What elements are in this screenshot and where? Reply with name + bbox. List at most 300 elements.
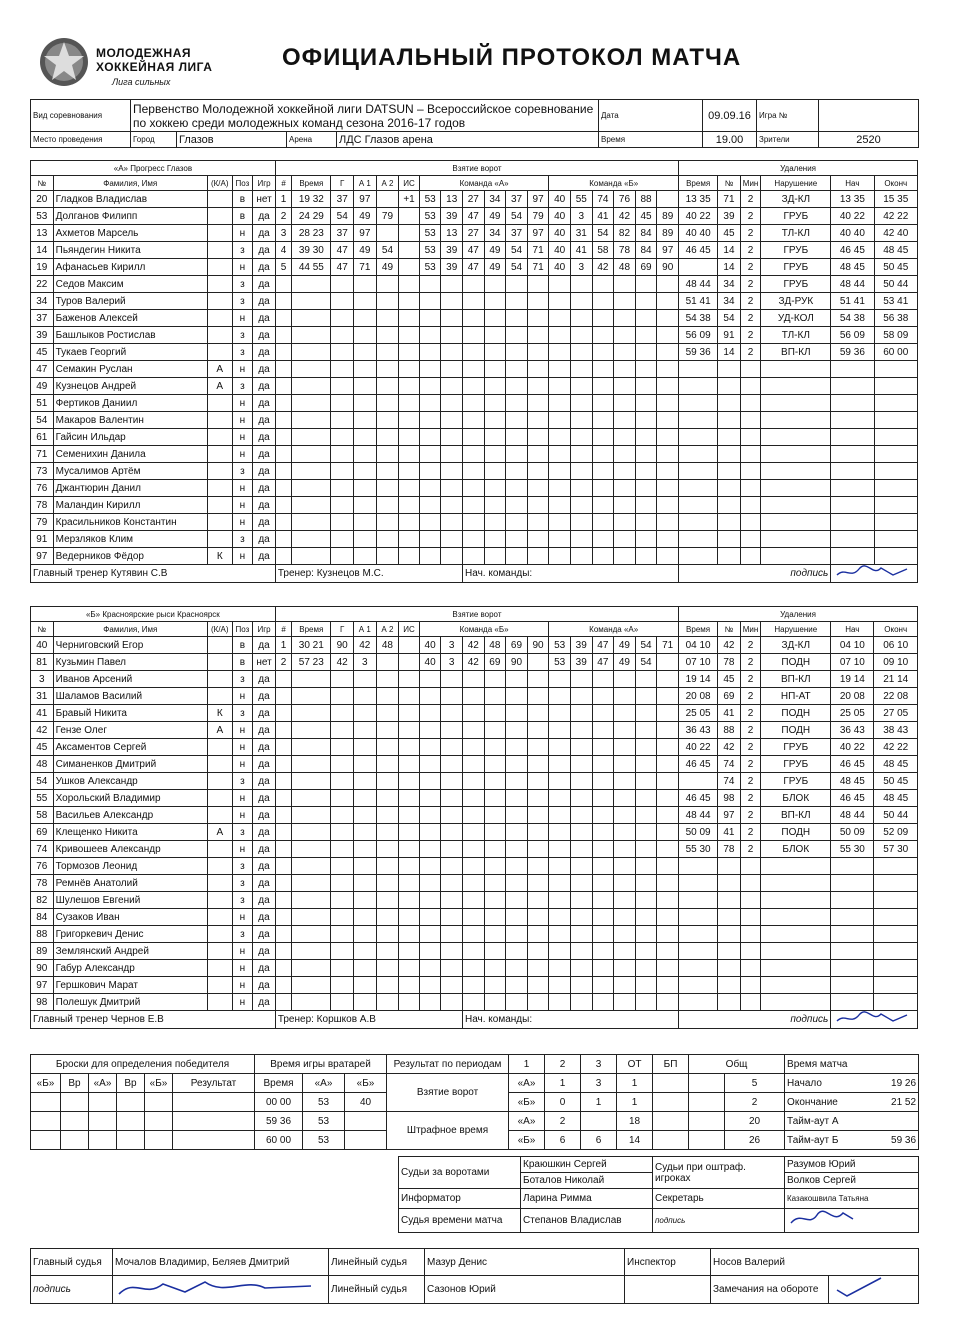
roster-played: да [253,790,276,807]
col-pen_min: Мин [740,176,761,191]
penalty-infr: ВП-КЛ [761,807,831,824]
goal-n: 2 [275,654,291,671]
goal-t [292,327,331,344]
roster-num: 81 [31,654,54,671]
signature-label: подпись [679,1011,831,1029]
goal-opp-player [614,531,636,548]
penalty-infr: НП-АТ [761,688,831,705]
game-label: Игра № [757,100,819,132]
penalty-infr [761,463,831,480]
goal-opp-player [570,909,592,926]
col-ka: (К/А) [207,622,232,637]
roster-num: 98 [31,994,54,1011]
signature-scribble-icon [787,1209,857,1227]
goal-opp-player [657,671,679,688]
penalty-s [831,361,874,378]
goal-opp-player [592,688,614,705]
penalty-min [740,361,761,378]
penalty-infr: ВП-КЛ [761,344,831,361]
goal-opp-player [570,463,592,480]
penalty-e: 21 14 [874,671,918,688]
goal-opp-player [614,378,636,395]
penalty-s: 40 22 [831,208,874,225]
goal-opp-player [549,790,571,807]
gk-col: Время [255,1074,303,1093]
penalty-infr: ЗД-РУК [761,293,831,310]
roster-name: Тукаев Георгий [53,344,207,361]
goal-n [275,909,291,926]
goal-a1 [353,943,376,960]
roster-played: да [253,429,276,446]
penalty-t [679,378,718,395]
roster-pos: з [232,378,253,395]
penalty-s [831,463,874,480]
goal-opp-player [635,497,657,514]
spectators-label: Зрители [757,132,819,148]
roster-ka [207,637,232,654]
goal-t [292,446,331,463]
goal-is [399,824,420,841]
goal-own-player: 39 [441,259,463,276]
goal-opp-player [657,960,679,977]
table-row [31,361,918,378]
goal-own-player [419,943,441,960]
end-label: Окончание [787,1096,838,1108]
goal-opp-player [614,841,636,858]
goal-own-player: 47 [463,208,485,225]
pim-b-total: 26 [725,1131,785,1150]
roster-num: 53 [31,208,54,225]
goal-opp-player [549,361,571,378]
goal-opp-player [614,548,636,565]
goal-own-player [419,994,441,1011]
goal-opp-player [635,531,657,548]
penalty-t [679,548,718,565]
goal-opp-player [570,395,592,412]
roster-ka [207,773,232,790]
goal-a1: 49 [354,208,377,225]
goal-opp-player [570,722,592,739]
penalty-min [740,892,761,909]
goal-own-player [484,960,506,977]
penalty-s: 40 40 [831,225,874,242]
goal-a1: 97 [354,191,377,208]
goal-opp-player [614,310,636,327]
goal-own-player [527,807,549,824]
head-coach: Главный тренер Чернов Е.В [31,1011,276,1029]
goal-opp-player [614,327,636,344]
goal-g [331,756,354,773]
table-row [31,514,918,531]
penalty-section-title: Удаления [679,161,918,176]
goal-opp-player [592,293,614,310]
roster-name: Долганов Филипп [53,208,207,225]
roster-num: 69 [31,824,54,841]
goal-a1 [353,671,376,688]
goal-opp-player [549,909,571,926]
goal-is [399,722,420,739]
period-col: 1 [509,1055,545,1074]
goal-a1 [353,773,376,790]
penalty-min [740,497,761,514]
goal-opp-player: 47 [592,654,614,671]
goal-opp-player [549,756,571,773]
goal-t [292,977,331,994]
penalty-s [831,378,874,395]
goal-n [275,446,291,463]
penalty-infr: ВП-КЛ [761,671,831,688]
team-title: «Б» Красноярские рыси Красноярск [31,607,276,622]
roster-played: да [253,943,276,960]
roster-name: Афанасьев Кирилл [53,259,207,276]
penalty-t [679,531,718,548]
gk-a: 53 [303,1093,345,1112]
penalty-num [718,858,741,875]
goal-opp-player [549,773,571,790]
goal-is [399,293,420,310]
goal-opp-player [657,705,679,722]
goal-own-player [462,824,484,841]
roster-name: Мерзляков Клим [53,531,207,548]
secretary-value: Казакошвила Татьяна [785,1189,919,1209]
roster-played: да [253,977,276,994]
goal-a1 [354,514,377,531]
roster-played: да [253,671,276,688]
goal-own-player [419,841,441,858]
table-row [31,960,918,977]
goal-opp-player [657,756,679,773]
goal-own-player: 3 [441,637,463,654]
penalty-t: 04 10 [679,637,718,654]
goal-own-player [462,892,484,909]
roster-pos: н [232,446,253,463]
goal-opp-player [657,395,679,412]
roster-pos: з [232,926,253,943]
goal-t: 57 23 [292,654,331,671]
goal-a2 [376,841,399,858]
goal-g [331,977,354,994]
penalty-e [874,395,918,412]
roster-num: 42 [31,722,54,739]
penalty-s: 46 45 [831,756,874,773]
goal-opp-player [592,705,614,722]
roster-pos: з [232,293,253,310]
goal-own-player [419,773,441,790]
team-chief: Нач. команды: [462,1011,678,1029]
timeout-b [785,1131,919,1150]
goal-opp-player [592,824,614,841]
goal-own-player [527,327,549,344]
goal-own-player [463,463,485,480]
goal-a2 [376,548,399,565]
goal-opp-player [592,531,614,548]
roster-played: да [253,926,276,943]
timeout-a [785,1112,919,1131]
goal-a1 [354,395,377,412]
goal-own-player [527,994,549,1011]
penalty-e [874,926,918,943]
goal-own-player [419,344,441,361]
goal-opp-player [657,841,679,858]
goal-opp-player [635,395,657,412]
goal-own-player [462,722,484,739]
goal-own-player: 39 [441,208,463,225]
roster-name: Башлыков Ростислав [53,327,207,344]
penalty-min: 2 [740,756,761,773]
table-row [31,773,918,790]
goal-a1 [354,548,377,565]
goal-n [275,361,291,378]
goal-own-player [527,293,549,310]
pim-a-ot [653,1112,689,1131]
gk-a: 53 [303,1112,345,1131]
pim-b-p1: 6 [545,1131,581,1150]
goal-own-player [484,773,506,790]
goal-g [331,514,354,531]
penalty-t [679,858,718,875]
goal-opp-player [592,412,614,429]
goal-opp-player: 39 [570,654,592,671]
goal-g: 90 [331,637,354,654]
penalty-s [831,943,874,960]
goal-own-player [419,688,441,705]
penalty-min: 2 [740,841,761,858]
penalty-num [718,909,741,926]
goal-own-player: 54 [506,208,528,225]
penalty-num: 78 [718,841,741,858]
penalty-infr: ГРУБ [761,242,831,259]
goal-opp-player [657,429,679,446]
goal-n [275,824,291,841]
goal-own-player [462,688,484,705]
goal-opp-player [549,429,571,446]
goal-g [331,378,354,395]
goal-own-player [419,412,441,429]
goal-a2 [376,514,399,531]
roster-num: 20 [31,191,54,208]
goal-t [292,841,331,858]
goal-t [292,824,331,841]
roster-name: Клещенко Никита [53,824,207,841]
roster-pos: з [232,671,253,688]
goal-opp-player [570,977,592,994]
goal-own-player: 34 [484,225,506,242]
roster-pos: з [232,242,253,259]
goal-own-player [441,361,463,378]
penalty-min: 2 [740,242,761,259]
goal-opp-player [549,858,571,875]
pim-b-so [689,1131,725,1150]
roster-num: 31 [31,688,54,705]
goal-t [292,293,331,310]
goal-own-player [419,429,441,446]
goals-a-ot [653,1074,689,1093]
roster-num: 76 [31,858,54,875]
col-a1: А 1 [354,176,377,191]
penalty-section-title: Удаления [679,607,918,622]
goal-opp-player [635,463,657,480]
goal-is [399,926,420,943]
roster-played: да [253,463,276,480]
roster-ka [207,327,232,344]
goal-own-player [484,446,506,463]
penalty-s: 46 45 [831,790,874,807]
penalty-s [831,909,874,926]
goal-own-player [506,824,528,841]
arena-value: ЛДС Глазов арена [337,132,599,148]
roster-pos: н [232,977,253,994]
goal-a2 [376,378,399,395]
penalty-num: 42 [718,637,741,654]
competition-label: Вид соревнования [31,100,131,132]
goal-opp-player [549,344,571,361]
penalty-min: 2 [740,671,761,688]
goal-own-player [441,378,463,395]
goal-opp-player [657,926,679,943]
goal-own-player [527,926,549,943]
goal-opp-player: 45 [635,208,657,225]
team-b-label: «Б» [509,1093,545,1112]
signature-scribble-icon [115,1276,315,1300]
table-row [31,463,918,480]
roster-name: Габур Александр [53,960,207,977]
goal-opp-player [635,671,657,688]
goal-a2 [376,960,399,977]
penalty-e [874,480,918,497]
roster-name: Гензе Олег [53,722,207,739]
col-opp-team: Команда «Б» [549,176,679,191]
goal-opp-player [614,705,636,722]
pim-a-so [689,1112,725,1131]
goal-opp-player [614,926,636,943]
roster-played: да [253,688,276,705]
team-a-label: «А» [509,1112,545,1131]
goal-own-player [506,892,528,909]
goal-opp-player [635,276,657,293]
table-row [31,705,918,722]
goal-own-player [527,480,549,497]
goals-a-so [689,1074,725,1093]
periods-title: Результат по периодам [387,1055,509,1074]
roster-played: да [253,225,276,242]
penalty-t: 40 22 [679,739,718,756]
penalty-judge-1: Разумов Юрий [785,1157,919,1173]
roster-num: 74 [31,841,54,858]
goal-own-player [463,327,485,344]
penalty-s [831,497,874,514]
roster-ka [207,344,232,361]
goal-own-player [506,994,528,1011]
secretary-signature [785,1209,919,1233]
shootout-col: «Б» [31,1074,61,1093]
goal-opp-player [657,191,679,208]
goal-opp-player [614,514,636,531]
goal-g [331,429,354,446]
roster-ka [207,977,232,994]
goal-a1 [354,378,377,395]
gk-col: «А» [303,1074,345,1093]
goal-own-player [462,977,484,994]
goal-n [275,943,291,960]
summary-table [30,1054,919,1150]
col-own-team: Команда «А» [419,176,549,191]
penalty-num: 34 [718,293,741,310]
penalty-infr: ГРУБ [761,276,831,293]
penalty-infr [761,943,831,960]
penalty-e [874,977,918,994]
goal-n: 2 [275,208,291,225]
goal-t [292,994,331,1011]
goal-opp-player [614,909,636,926]
goal-a1 [353,739,376,756]
goal-a1 [354,412,377,429]
goal-opp-player [657,824,679,841]
goal-opp-player: 54 [635,637,657,654]
table-row [31,892,918,909]
goal-opp-player [635,960,657,977]
pim-b-p2: 6 [581,1131,617,1150]
goal-g [331,909,354,926]
goal-g [331,705,354,722]
roster-pos: в [232,637,253,654]
goal-opp-player [549,395,571,412]
goal-own-player [441,497,463,514]
goal-opp-player: 55 [570,191,592,208]
goal-n [275,671,291,688]
goal-opp-player [592,671,614,688]
goal-own-player: 27 [463,191,485,208]
goal-own-player [441,943,463,960]
roster-pos: н [232,429,253,446]
goal-own-player [527,276,549,293]
goal-opp-player: 31 [570,225,592,242]
goal-a2 [376,739,399,756]
goal-own-player: 79 [527,208,549,225]
goal-opp-player [614,722,636,739]
goal-own-player: 49 [484,208,506,225]
penalty-e [874,446,918,463]
goal-own-player: 37 [506,191,528,208]
penalty-s [831,994,874,1011]
goal-own-player [462,671,484,688]
goal-own-player [506,395,528,412]
roster-played: да [253,858,276,875]
goal-own-player [506,875,528,892]
table-row [31,722,918,739]
goal-opp-player [657,344,679,361]
goal-t [292,773,331,790]
roster-name: Хорольский Владимир [53,790,207,807]
goal-a1 [353,994,376,1011]
goal-opp-player [635,807,657,824]
goal-own-player [463,293,485,310]
goal-a1 [353,824,376,841]
goal-is [399,412,420,429]
penalty-min [740,480,761,497]
goal-opp-player [549,327,571,344]
goal-t [292,875,331,892]
roster-played: да [253,722,276,739]
goal-own-player [419,909,441,926]
goal-a1 [353,688,376,705]
penalty-num [718,463,741,480]
pim-a-p1: 2 [545,1112,581,1131]
remarks-note: Замечания на обороте [711,1276,829,1304]
roster-name: Семакин Руслан [53,361,207,378]
goal-own-player [506,293,528,310]
goal-opp-player: 40 [549,242,571,259]
penalty-num: 14 [718,242,741,259]
